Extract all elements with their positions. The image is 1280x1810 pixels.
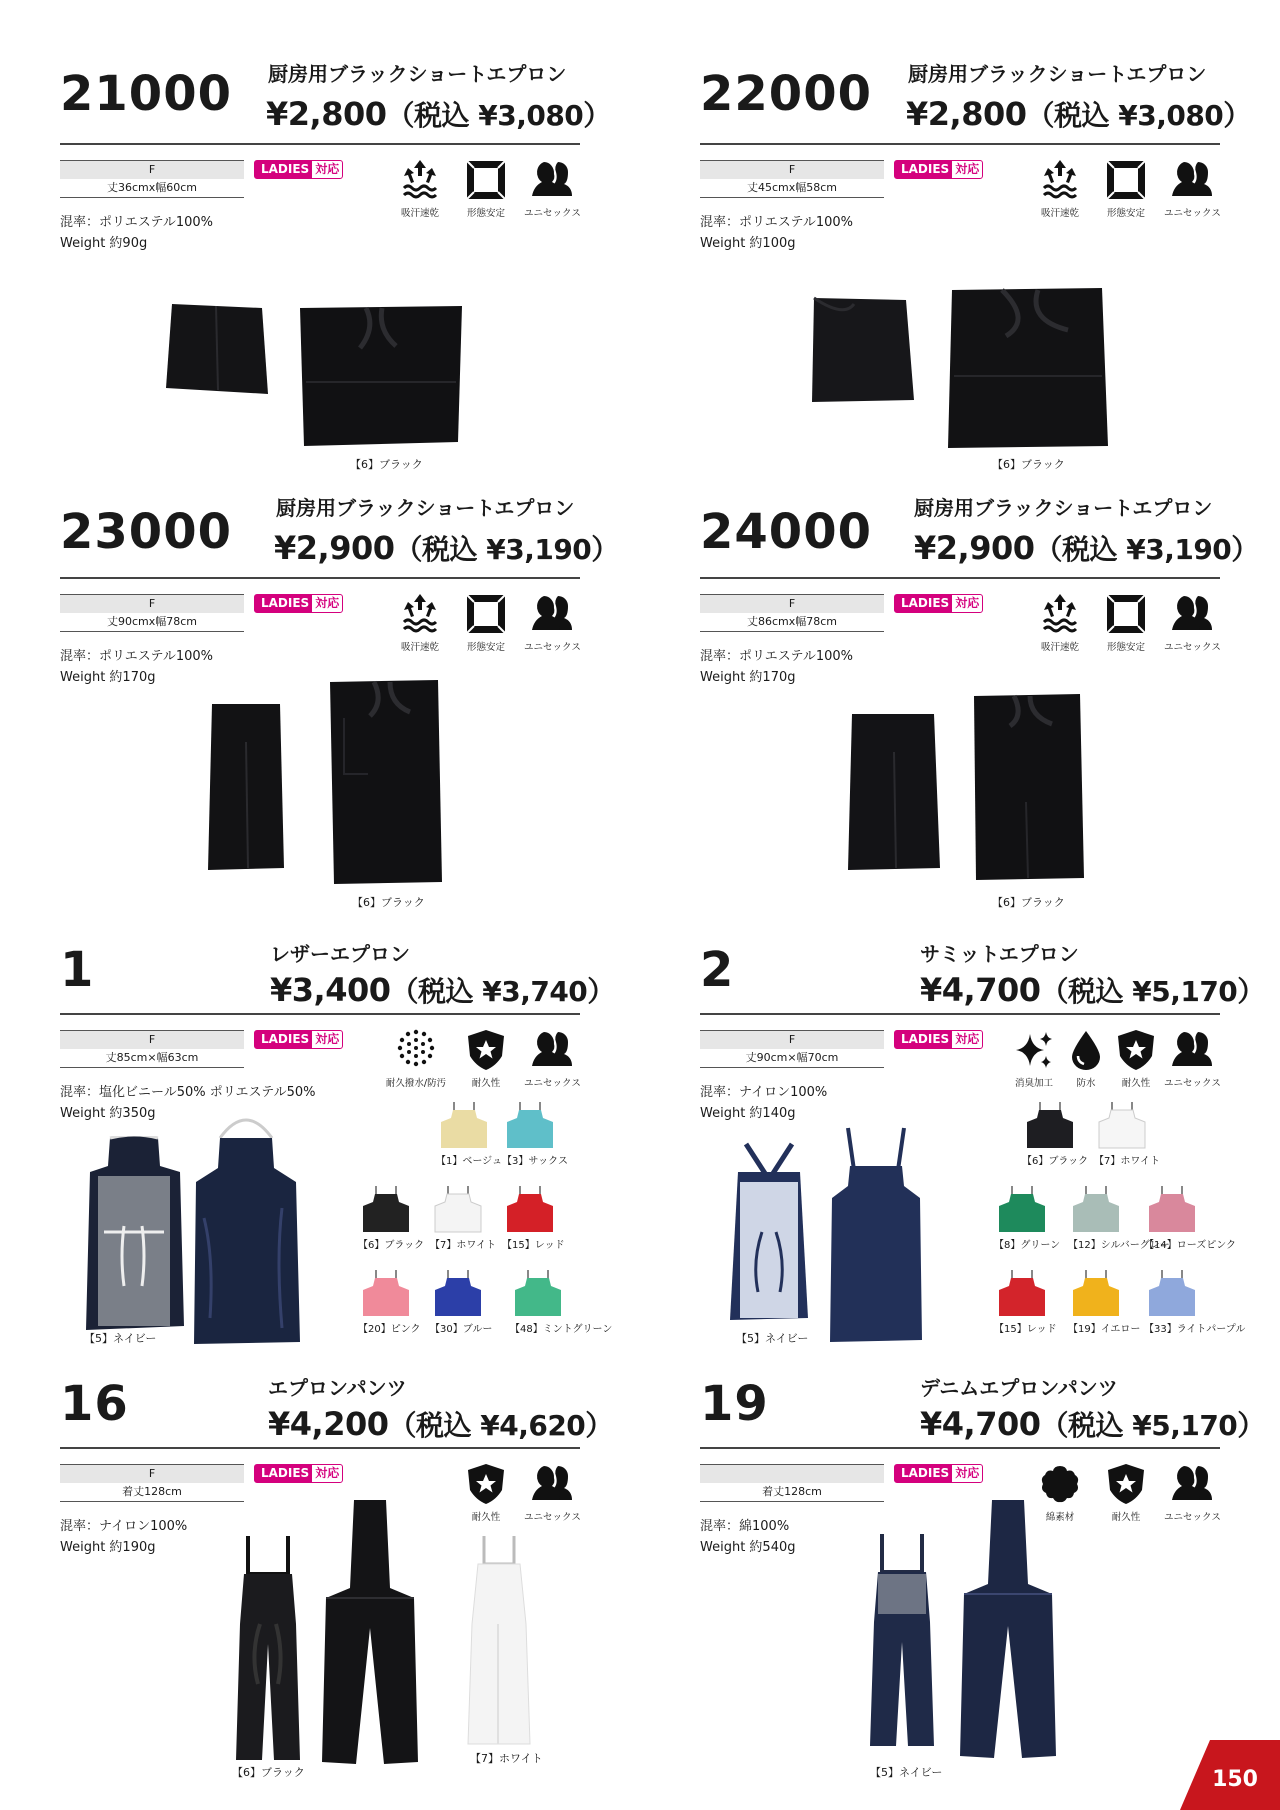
material: 混率：ナイロン100% (60, 1519, 188, 1534)
ladies-badge: LADIES 対応 (254, 594, 343, 613)
ladies-badge: LADIES 対応 (254, 1030, 343, 1049)
sweat-dry-icon: 吸汗速乾 (392, 592, 448, 653)
color-swatch (1144, 1184, 1237, 1251)
weight: Weight 約140g (700, 1106, 796, 1121)
dimensions: 着丈128cm (60, 1483, 244, 1502)
ladies-badge: LADIES 対応 (254, 160, 343, 179)
size-label: F (700, 160, 884, 179)
product-price: ¥4,200（税込 ¥4,620） (268, 1405, 613, 1443)
material: 混率：ナイロン100% (700, 1085, 828, 1100)
apron-image-long (326, 678, 446, 886)
product-code: 19 (700, 1376, 769, 1432)
unisex-icon: ユニセックス (1164, 592, 1220, 653)
apron-image-folded (846, 712, 942, 872)
weight: Weight 約350g (60, 1106, 156, 1121)
swatch-label: 【33】ライトパープル (1144, 1324, 1246, 1335)
product-card-23000 (60, 492, 619, 922)
size-box (60, 160, 244, 198)
header-rule (60, 1013, 580, 1015)
product-price: ¥2,900（税込 ¥3,190） (914, 529, 1259, 567)
dimensions: 着丈128cm (700, 1483, 884, 1502)
unisex-icon: ユニセックス (1164, 158, 1220, 219)
product-code: 24000 (700, 504, 872, 560)
ladies-badge: LADIES 対応 (894, 1464, 983, 1483)
color-caption: 【6】ブラック (992, 896, 1065, 909)
swatch-label: 【15】レッド (502, 1240, 565, 1251)
waterproof-icon: 防水 (1064, 1028, 1108, 1089)
leather-apron-back (84, 1136, 184, 1332)
color-swatch (430, 1268, 493, 1335)
ladies-badge: LADIES 対応 (254, 1464, 343, 1483)
color-swatch (1094, 1100, 1161, 1167)
product-code: 22000 (700, 66, 872, 122)
feature-icons (392, 592, 580, 653)
product-name: サミットエプロン (920, 942, 1079, 966)
durability-icon: 耐久性 (458, 1028, 514, 1089)
specs (60, 1516, 187, 1558)
sweat-dry-icon: 吸汗速乾 (1032, 158, 1088, 219)
dimensions: 丈90cm×幅70cm (700, 1049, 884, 1068)
swatch-label: 【20】ピンク (358, 1324, 421, 1335)
swatch-label: 【7】ホワイト (430, 1240, 497, 1251)
product-code: 2 (700, 942, 735, 998)
apron-pants-black-back (230, 1534, 306, 1762)
color-swatch (1022, 1100, 1089, 1167)
color-swatch (1144, 1268, 1246, 1335)
product-name: 厨房用ブラックショートエプロン (908, 62, 1207, 86)
color-swatch (994, 1268, 1057, 1335)
durability-icon: 耐久性 (458, 1462, 514, 1523)
product-price: ¥2,800（税込 ¥3,080） (266, 95, 611, 133)
durability-icon: 耐久性 (1098, 1462, 1154, 1523)
apron-pants-black-front (320, 1498, 420, 1766)
swatch-label: 【8】グリーン (994, 1240, 1061, 1251)
swatch-label: 【1】ベージュ (436, 1156, 502, 1167)
feature-icons (1032, 592, 1220, 653)
material: 混率：ポリエステル100% (60, 649, 213, 664)
size-box (60, 1030, 244, 1068)
specs (60, 646, 213, 688)
dimensions: 丈90cmx幅78cm (60, 613, 244, 632)
product-name: レザーエプロン (270, 942, 410, 966)
size-label: F (60, 160, 244, 179)
color-caption: 【5】ネイビー (84, 1332, 157, 1345)
durability-icon: 耐久性 (1112, 1028, 1160, 1089)
unisex-icon: ユニセックス (524, 158, 580, 219)
product-code: 23000 (60, 504, 232, 560)
feature-icons (1032, 1462, 1220, 1523)
denim-pants-front (958, 1498, 1058, 1760)
unisex-icon: ユニセックス (524, 592, 580, 653)
product-card-1 (60, 938, 615, 1368)
swatch-label: 【14】ローズピンク (1144, 1240, 1237, 1251)
product-price: ¥2,800（税込 ¥3,080） (906, 95, 1251, 133)
color-swatch (430, 1184, 497, 1251)
weight: Weight 約100g (700, 236, 796, 251)
unisex-icon: ユニセックス (524, 1462, 580, 1523)
material: 混率：ポリエステル100% (700, 215, 853, 230)
color-swatch (358, 1184, 425, 1251)
shape-stable-icon: 形態安定 (1098, 592, 1154, 653)
water-repellent-icon: 耐久撥水/防汚 (384, 1028, 448, 1089)
sweat-dry-icon: 吸汗速乾 (392, 158, 448, 219)
header-rule (700, 143, 1220, 145)
feature-icons (392, 158, 580, 219)
weight: Weight 約190g (60, 1540, 156, 1555)
deodorant-icon: 消臭加工 (1008, 1028, 1060, 1089)
cotton-material-icon: 綿素材 (1032, 1462, 1088, 1523)
feature-icons (458, 1462, 580, 1523)
color-caption: 【6】ブラック (992, 458, 1065, 471)
size-box (700, 1030, 884, 1068)
size-box (700, 1464, 884, 1502)
header-rule (60, 1447, 580, 1449)
product-name: エプロンパンツ (268, 1376, 407, 1400)
apron-image-small (810, 294, 920, 406)
product-card-22000 (700, 58, 1251, 488)
material: 混率：ポリエステル100% (60, 215, 213, 230)
dimensions: 丈45cmx幅58cm (700, 179, 884, 198)
specs (700, 1082, 827, 1124)
sweat-dry-icon: 吸汗速乾 (1032, 592, 1088, 653)
dimensions: 丈36cmx幅60cm (60, 179, 244, 198)
size-label: F (700, 594, 884, 613)
shape-stable-icon: 形態安定 (1098, 158, 1154, 219)
swatch-label: 【12】シルバーグレー (1068, 1240, 1170, 1251)
color-swatch (436, 1100, 502, 1167)
color-swatch (1068, 1268, 1141, 1335)
specs (700, 1516, 796, 1558)
apron-image-small (164, 300, 274, 400)
color-swatch (358, 1268, 421, 1335)
apron-image-large (296, 302, 466, 452)
page-number: 150 (1212, 1767, 1258, 1792)
product-card-24000 (700, 492, 1259, 922)
product-name: デニムエプロンパンツ (920, 1376, 1118, 1400)
color-swatch (502, 1100, 569, 1167)
material: 混率：綿100% (700, 1519, 790, 1534)
unisex-icon: ユニセックス (524, 1028, 580, 1089)
swatch-label: 【19】イエロー (1068, 1324, 1141, 1335)
ladies-badge: LADIES 対応 (894, 594, 983, 613)
size-label: F (60, 1464, 244, 1483)
product-card-2 (700, 938, 1265, 1368)
color-swatch (502, 1184, 565, 1251)
feature-icons (384, 1028, 580, 1089)
product-code: 21000 (60, 66, 232, 122)
apron-image-folded (206, 702, 286, 872)
product-price: ¥3,400（税込 ¥3,740） (270, 971, 615, 1009)
ladies-badge: LADIES 対応 (894, 160, 983, 179)
swatch-label: 【6】ブラック (1022, 1156, 1089, 1167)
size-label: F (60, 1030, 244, 1049)
weight: Weight 約170g (700, 670, 796, 685)
specs (60, 212, 213, 254)
product-name: 厨房用ブラックショートエプロン (276, 496, 575, 520)
weight: Weight 約540g (700, 1540, 796, 1555)
header-rule (700, 1447, 1220, 1449)
color-caption: 【6】ブラック (352, 896, 425, 909)
size-box (60, 1464, 244, 1502)
specs (700, 646, 853, 688)
size-box (700, 594, 884, 632)
ladies-badge: LADIES 対応 (894, 1030, 983, 1049)
material: 混率：ポリエステル100% (700, 649, 853, 664)
color-swatch (994, 1184, 1061, 1251)
color-caption: 【6】ブラック (350, 458, 423, 471)
size-label (700, 1464, 884, 1483)
swatch-label: 【48】ミントグリーン (510, 1324, 613, 1335)
denim-pants-back (864, 1532, 940, 1748)
color-caption: 【5】ネイビー (736, 1332, 809, 1345)
color-swatch (1068, 1184, 1170, 1251)
shape-stable-icon: 形態安定 (458, 592, 514, 653)
color-caption-white: 【7】ホワイト (470, 1752, 543, 1765)
size-label: F (60, 594, 244, 613)
apron-image-long (970, 692, 1086, 882)
header-rule (700, 577, 1220, 579)
color-caption: 【5】ネイビー (870, 1766, 943, 1779)
product-code: 16 (60, 1376, 129, 1432)
product-price: ¥4,700（税込 ¥5,170） (920, 971, 1265, 1009)
specs (700, 212, 853, 254)
unisex-icon: ユニセックス (1164, 1028, 1220, 1089)
product-code: 1 (60, 942, 95, 998)
summit-apron-front (828, 1126, 924, 1344)
product-name: 厨房用ブラックショートエプロン (268, 62, 567, 86)
material: 混率：塩化ビニール50% ポリエステル50% (60, 1085, 316, 1100)
swatch-label: 【15】レッド (994, 1324, 1057, 1335)
product-card-21000 (60, 58, 611, 488)
feature-icons (1008, 1028, 1220, 1089)
product-price: ¥2,900（税込 ¥3,190） (274, 529, 619, 567)
size-box (60, 594, 244, 632)
unisex-icon: ユニセックス (1164, 1462, 1220, 1523)
apron-image-large (942, 286, 1112, 454)
color-swatch (510, 1268, 613, 1335)
swatch-label: 【6】ブラック (358, 1240, 425, 1251)
feature-icons (1032, 158, 1220, 219)
product-card-16 (60, 1372, 613, 1792)
swatch-label: 【30】ブルー (430, 1324, 493, 1335)
weight: Weight 約90g (60, 236, 148, 251)
swatch-label: 【3】サックス (502, 1156, 569, 1167)
product-price: ¥4,700（税込 ¥5,170） (920, 1405, 1265, 1443)
apron-pants-white (466, 1534, 532, 1746)
dimensions: 丈85cm×幅63cm (60, 1049, 244, 1068)
dimensions: 丈86cmx幅78cm (700, 613, 884, 632)
weight: Weight 約170g (60, 670, 156, 685)
leather-apron-front (190, 1118, 302, 1346)
header-rule (700, 1013, 1220, 1015)
size-box (700, 160, 884, 198)
summit-apron-back (726, 1142, 812, 1322)
size-label: F (700, 1030, 884, 1049)
header-rule (60, 577, 580, 579)
header-rule (60, 143, 580, 145)
shape-stable-icon: 形態安定 (458, 158, 514, 219)
product-name: 厨房用ブラックショートエプロン (914, 496, 1213, 520)
color-caption-black: 【6】ブラック (232, 1766, 305, 1779)
swatch-label: 【7】ホワイト (1094, 1156, 1161, 1167)
